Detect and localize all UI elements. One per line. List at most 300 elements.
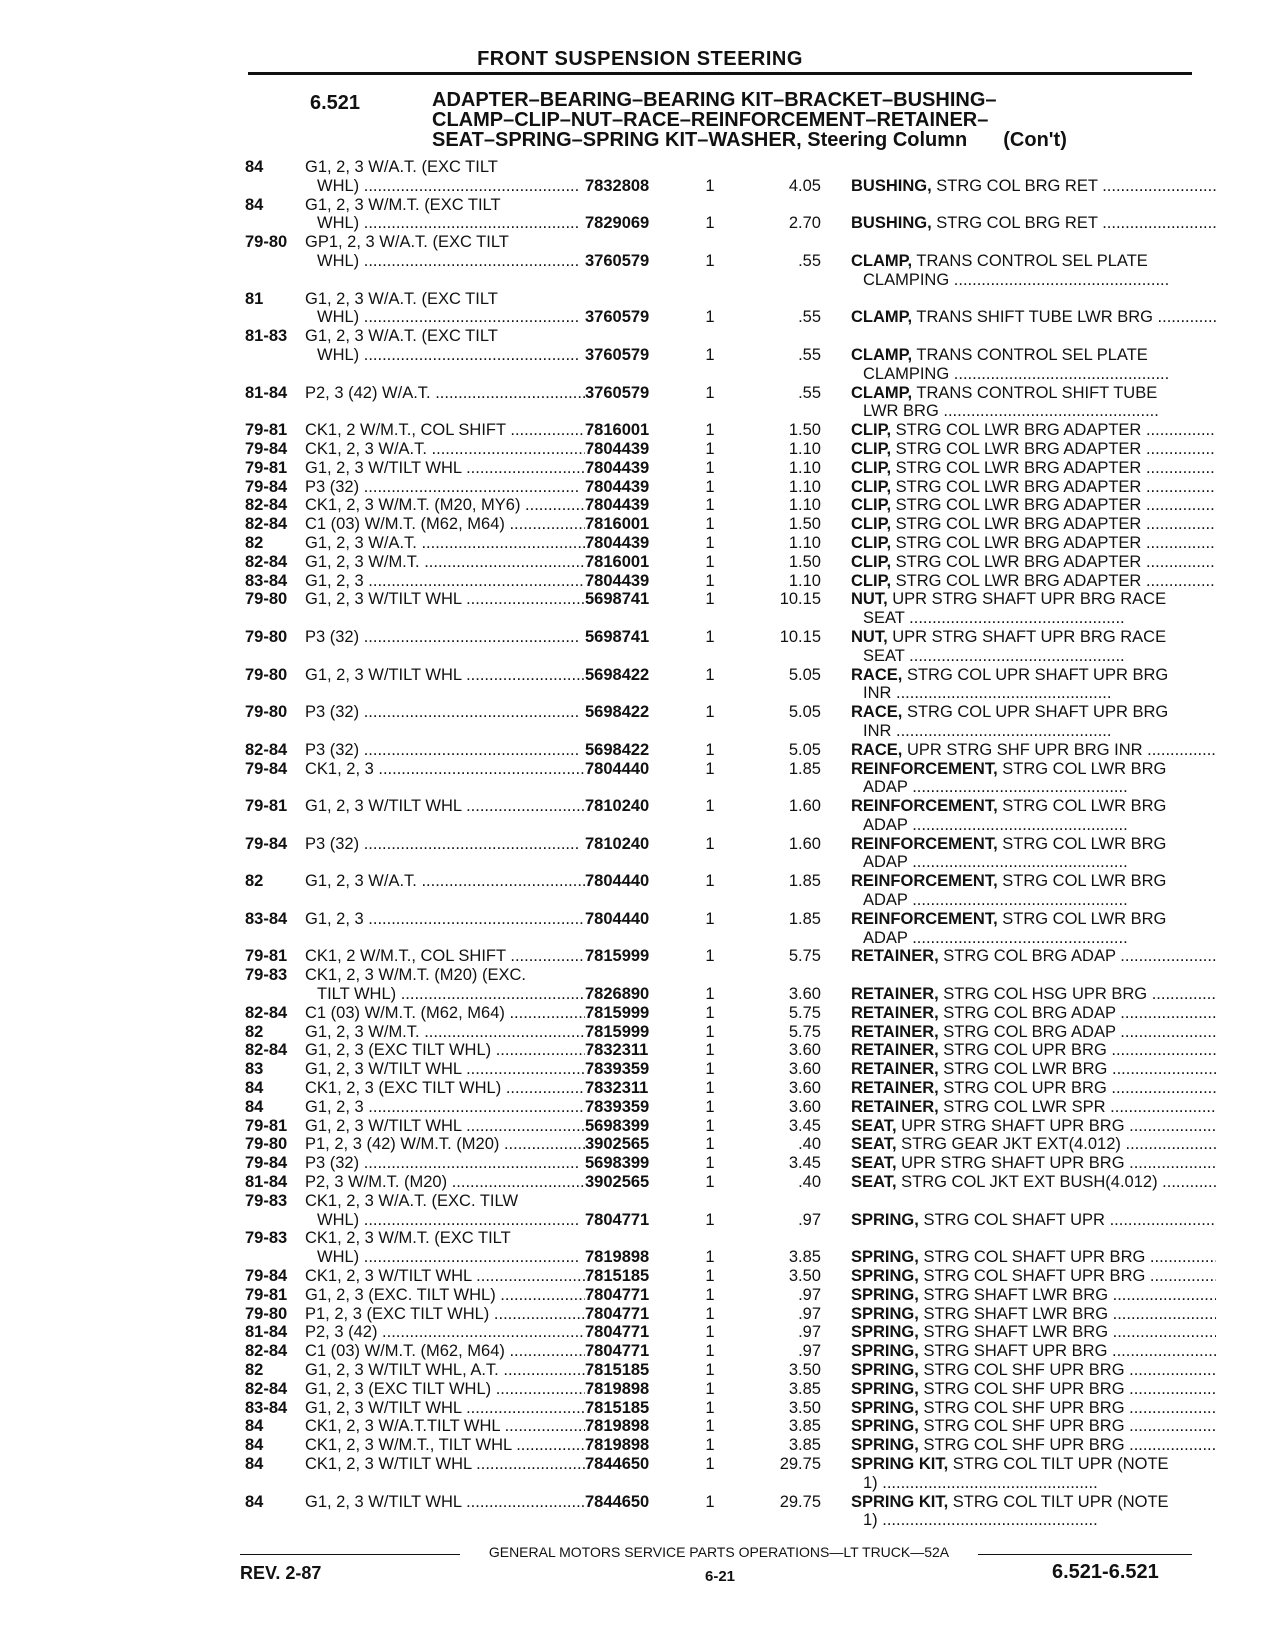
year-range: 79-80 — [245, 627, 288, 646]
part-name: SPRING, — [851, 1304, 919, 1323]
quantity: 1 — [705, 1342, 715, 1361]
year-range: 79-81 — [245, 458, 288, 477]
part-description: STRG SHAFT UPR BRG — [923, 1342, 1108, 1361]
year-range: 82 — [245, 872, 264, 891]
quantity: 1 — [705, 872, 715, 891]
quantity: 1 — [705, 985, 715, 1004]
application — [305, 440, 585, 459]
application-text: CK1, 2, 3 (EXC TILT WHL) ..... — [305, 1079, 585, 1098]
part-number: 7815999 — [585, 1022, 650, 1041]
description — [851, 741, 1216, 760]
application — [305, 872, 585, 910]
quantity: 1 — [705, 627, 715, 646]
part-name: RETAINER, — [851, 985, 939, 1004]
quantity: 1 — [705, 1060, 715, 1079]
quantity: 1 — [705, 1041, 715, 1060]
quantity: 1 — [705, 1361, 715, 1379]
year-range: 84 — [245, 1436, 264, 1455]
price: 3.50 — [788, 1398, 821, 1417]
table-row — [0, 703, 1280, 741]
price: 3.60 — [788, 1041, 821, 1060]
part-description: ADAP ..... — [851, 853, 1216, 872]
part-name: RETAINER, — [851, 1060, 939, 1079]
description — [851, 1267, 1216, 1286]
part-name: RETAINER, — [851, 1079, 939, 1098]
description — [851, 666, 1216, 704]
footer-rule — [978, 1554, 1192, 1555]
description — [851, 534, 1216, 553]
part-name: NUT, — [851, 590, 888, 609]
part-name: SPRING, — [851, 1267, 919, 1286]
year-range: 83-84 — [245, 1398, 288, 1417]
quantity: 1 — [705, 1285, 715, 1304]
description — [851, 1154, 1216, 1173]
part-description: SEAT ..... — [851, 609, 1216, 628]
year-range: 84 — [245, 195, 264, 214]
quantity: 1 — [705, 834, 715, 853]
part-description: STRG COL BRG ADAP — [943, 1022, 1116, 1041]
year-range: 82 — [245, 533, 264, 552]
part-name: CLIP, — [851, 477, 892, 496]
table-row — [0, 1154, 1280, 1173]
application-text: CK1, 2, 3 W/TILT WHL ..... — [305, 1267, 585, 1286]
part-number: 7819898 — [585, 1436, 650, 1455]
part-description: STRG SHAFT LWR BRG — [923, 1285, 1109, 1304]
application-text: CK1, 2, 3 W/TILT WHL ..... — [305, 1455, 585, 1474]
price: 3.60 — [788, 1079, 821, 1098]
price: 3.45 — [788, 1116, 821, 1135]
part-description: STRG COL LWR BRG ADAPTER — [895, 571, 1142, 590]
application-text: P2, 3 W/M.T. (M20) ..... — [305, 1173, 585, 1192]
part-description: STRG COL SHAFT UPR BRG — [923, 1248, 1146, 1267]
description — [851, 327, 1216, 383]
part-name: SPRING, — [851, 1285, 919, 1304]
price: .55 — [798, 345, 821, 364]
year-range: 79-84 — [245, 759, 288, 778]
price: 4.05 — [788, 176, 821, 195]
quantity: 1 — [705, 740, 715, 759]
part-name: RACE, — [851, 740, 903, 759]
description — [851, 797, 1216, 835]
part-number: 3760579 — [585, 345, 650, 364]
part-description: STRG COL LWR SPR — [943, 1097, 1106, 1116]
price: 3.85 — [788, 1248, 821, 1267]
part-name: RETAINER, — [851, 1097, 939, 1116]
part-description: STRG COL UPR SHAFT UPR BRG — [906, 665, 1169, 684]
part-description: STRG COL LWR BRG — [1002, 759, 1167, 778]
table-row — [0, 515, 1280, 534]
quantity: 1 — [705, 383, 715, 402]
part-number: 5698741 — [585, 590, 650, 609]
description — [851, 572, 1216, 591]
table-row — [0, 196, 1280, 234]
table-row — [0, 760, 1280, 798]
table-row — [0, 158, 1280, 196]
application-text: CK1, 2, 3 W/A.T.TILT WHL ..... — [305, 1417, 585, 1436]
application — [305, 966, 585, 1004]
table-row — [0, 1041, 1280, 1060]
table-row — [0, 797, 1280, 835]
application-text: G1, 2, 3 ..... — [305, 572, 585, 591]
application-text: P3 (32) ..... — [305, 1154, 585, 1173]
price: 3.85 — [788, 1417, 821, 1436]
part-number: 7804439 — [585, 533, 650, 552]
application — [305, 1023, 585, 1042]
description — [851, 1135, 1216, 1154]
part-name: BUSHING, — [851, 176, 932, 195]
application-text: CK1, 2, 3 W/M.T. (EXC TILT — [305, 1229, 511, 1248]
part-description: STRG COL LWR BRG ADAPTER — [895, 477, 1142, 496]
application-text: P3 (32) ..... — [305, 741, 585, 760]
table-row — [0, 1342, 1280, 1361]
part-description: UPR STRG SHAFT UPR BRG — [901, 1116, 1125, 1135]
description — [851, 1079, 1216, 1098]
quantity: 1 — [705, 590, 715, 609]
description — [851, 1436, 1216, 1455]
description — [851, 1323, 1216, 1342]
table-row — [0, 534, 1280, 553]
continued-label: (Con't) — [1003, 129, 1067, 151]
quantity: 1 — [705, 759, 715, 778]
application-text: G1, 2, 3 ..... — [305, 1098, 585, 1117]
application-text: G1, 2, 3 W/A.T. ..... — [305, 872, 585, 891]
application — [305, 835, 585, 873]
application — [305, 1305, 585, 1324]
table-row — [0, 1305, 1280, 1324]
quantity: 1 — [705, 1492, 715, 1511]
description — [851, 1004, 1216, 1023]
quantity: 1 — [705, 1304, 715, 1323]
application — [305, 572, 585, 591]
year-range: 79-80 — [245, 590, 288, 609]
application-text: WHL) ..... — [305, 308, 585, 327]
price: 5.05 — [788, 665, 821, 684]
application — [305, 421, 585, 440]
table-row — [0, 421, 1280, 440]
application — [305, 1154, 585, 1173]
quantity: 1 — [705, 797, 715, 816]
application-text: G1, 2, 3 W/TILT WHL ..... — [305, 459, 585, 478]
application-text: CK1, 2, 3 W/M.T. (M20, MY6) ..... — [305, 496, 585, 515]
quantity: 1 — [705, 1323, 715, 1342]
quantity: 1 — [705, 1173, 715, 1192]
application — [305, 590, 585, 628]
heading-line: SEAT–SPRING–SPRING KIT–WASHER, Steering Column (Con't) — [432, 129, 1067, 151]
part-description: STRG COL LWR BRG — [1002, 909, 1167, 928]
quantity: 1 — [705, 909, 715, 928]
part-description: STRG COL LWR BRG — [943, 1060, 1108, 1079]
part-name: REINFORCEMENT, — [851, 834, 998, 853]
year-range: 79-80 — [245, 1304, 288, 1323]
year-range: 79-83 — [245, 966, 288, 985]
part-description: UPR STRG SHF UPR BRG INR — [906, 740, 1143, 759]
year-range: 79-84 — [245, 834, 288, 853]
price: 1.50 — [788, 515, 821, 534]
table-row — [0, 666, 1280, 704]
part-number: 5698399 — [585, 1154, 650, 1173]
application-text: P1, 2, 3 (EXC TILT WHL) ..... — [305, 1305, 585, 1324]
application — [305, 1286, 585, 1305]
page-number: 6-21 — [704, 1568, 736, 1585]
price: 3.60 — [788, 1060, 821, 1079]
part-description: STRG COL UPR BRG — [943, 1079, 1107, 1098]
part-number: 7810240 — [585, 797, 650, 816]
part-name: BUSHING, — [851, 214, 932, 233]
description — [851, 1380, 1216, 1399]
part-number: 7804439 — [585, 571, 650, 590]
application-text: CK1, 2 W/M.T., COL SHIFT ..... — [305, 421, 585, 440]
application-text: G1, 2, 3 W/M.T. ..... — [305, 553, 585, 572]
quantity: 1 — [705, 552, 715, 571]
application — [305, 496, 585, 515]
quantity: 1 — [705, 439, 715, 458]
part-name: SEAT, — [851, 1116, 897, 1135]
description — [851, 910, 1216, 948]
price: 1.10 — [788, 496, 821, 515]
table-row — [0, 1135, 1280, 1154]
part-number: 7844650 — [585, 1492, 650, 1511]
quantity: 1 — [705, 1248, 715, 1267]
description — [851, 233, 1216, 289]
part-number: 7839359 — [585, 1097, 650, 1116]
year-range: 84 — [245, 1079, 264, 1098]
description — [851, 1192, 1216, 1230]
quantity: 1 — [705, 1022, 715, 1041]
description — [851, 1041, 1216, 1060]
heading-line: ADAPTER–BEARING–BEARING KIT–BRACKET–BUSHING– — [432, 89, 997, 111]
application-text: G1, 2, 3 W/A.T. ..... — [305, 534, 585, 553]
application — [305, 290, 585, 328]
year-range: 82-84 — [245, 1379, 288, 1398]
year-range: 82 — [245, 1022, 264, 1041]
application-text: G1, 2, 3 W/TILT WHL ..... — [305, 1060, 585, 1079]
part-name: SPRING, — [851, 1436, 919, 1455]
price: 29.75 — [779, 1454, 821, 1473]
application-text: CK1, 2, 3 ..... — [305, 760, 585, 779]
quantity: 1 — [705, 421, 715, 440]
application — [305, 1417, 585, 1436]
part-number: 5698399 — [585, 1116, 650, 1135]
year-range: 82-84 — [245, 496, 288, 515]
price: .97 — [798, 1285, 821, 1304]
application — [305, 1098, 585, 1117]
price: 3.50 — [788, 1267, 821, 1286]
part-description: SEAT ..... — [851, 647, 1216, 666]
quantity: 1 — [705, 1135, 715, 1154]
application-text: CK1, 2, 3 W/A.T. ..... — [305, 440, 585, 459]
application — [305, 666, 585, 704]
application-text: G1, 2, 3 W/TILT WHL ..... — [305, 666, 585, 685]
table-row — [0, 1060, 1280, 1079]
application — [305, 1117, 585, 1136]
application — [305, 1079, 585, 1098]
table-row — [0, 966, 1280, 1004]
description — [851, 590, 1216, 628]
quantity: 1 — [705, 1210, 715, 1229]
part-name: RETAINER, — [851, 1003, 939, 1022]
application — [305, 1267, 585, 1286]
price: 29.75 — [779, 1492, 821, 1511]
part-number: 5698422 — [585, 703, 650, 722]
description — [851, 290, 1216, 328]
part-number: 7804439 — [585, 477, 650, 496]
table-row — [0, 1399, 1280, 1418]
table-row — [0, 233, 1280, 289]
part-name: CLIP, — [851, 458, 892, 477]
price: 3.85 — [788, 1379, 821, 1398]
table-row — [0, 1117, 1280, 1136]
application — [305, 196, 585, 234]
year-range: 79-81 — [245, 797, 288, 816]
part-name: SPRING, — [851, 1342, 919, 1361]
application-text: C1 (03) W/M.T. (M62, M64) ..... — [305, 1004, 585, 1023]
part-name: CLIP, — [851, 552, 892, 571]
part-number: 7819898 — [585, 1417, 650, 1436]
part-number: 7815999 — [585, 1003, 650, 1022]
application — [305, 1361, 585, 1380]
quantity: 1 — [705, 947, 715, 966]
part-description: CLAMPING ..... — [851, 365, 1216, 384]
part-number: 7804439 — [585, 439, 650, 458]
price: 5.05 — [788, 703, 821, 722]
application — [305, 1060, 585, 1079]
description — [851, 158, 1216, 196]
description — [851, 872, 1216, 910]
part-number: 7804771 — [585, 1323, 650, 1342]
year-range: 84 — [245, 1454, 264, 1473]
description — [851, 440, 1216, 459]
title-rule — [248, 72, 1192, 75]
description — [851, 1117, 1216, 1136]
year-range: 83-84 — [245, 571, 288, 590]
year-range: 79-84 — [245, 477, 288, 496]
year-range: 82-84 — [245, 1003, 288, 1022]
application-text: WHL) ..... — [305, 252, 585, 271]
year-range: 83 — [245, 1060, 264, 1079]
description — [851, 1173, 1216, 1192]
description — [851, 1229, 1216, 1267]
price: 10.15 — [779, 627, 821, 646]
year-range: 84 — [245, 1492, 264, 1511]
part-number: 7819898 — [585, 1379, 650, 1398]
price: 3.85 — [788, 1436, 821, 1455]
table-row — [0, 835, 1280, 873]
part-description: STRG COL SHAFT UPR BRG — [923, 1267, 1146, 1286]
table-row — [0, 1417, 1280, 1436]
part-number: 3902565 — [585, 1135, 650, 1154]
page-title: FRONT SUSPENSION STEERING — [477, 48, 803, 70]
table-row — [0, 1323, 1280, 1342]
part-description: TRANS CONTROL SEL PLATE — [916, 345, 1148, 364]
table-row — [0, 1286, 1280, 1305]
part-description: ADAP ..... — [851, 891, 1216, 910]
quantity: 1 — [705, 1116, 715, 1135]
year-range: 82-84 — [245, 552, 288, 571]
table-row — [0, 290, 1280, 328]
part-description: CLAMPING ..... — [851, 271, 1216, 290]
table-row — [0, 628, 1280, 666]
price: 1.50 — [788, 552, 821, 571]
part-number: 7804771 — [585, 1285, 650, 1304]
part-description: ADAP ..... — [851, 778, 1216, 797]
part-name: SEAT, — [851, 1173, 897, 1192]
part-name: CLIP, — [851, 421, 892, 440]
part-number: 7804440 — [585, 759, 650, 778]
year-range: 82 — [245, 1361, 264, 1379]
description — [851, 421, 1216, 440]
price: 10.15 — [779, 590, 821, 609]
description — [851, 1493, 1216, 1531]
part-description: STRG COL SHF UPR BRG — [923, 1361, 1125, 1379]
part-number: 3760579 — [585, 308, 650, 327]
part-number: 5698422 — [585, 740, 650, 759]
application — [305, 1455, 585, 1493]
price: 1.10 — [788, 477, 821, 496]
application-text: C1 (03) W/M.T. (M62, M64) ..... — [305, 1342, 585, 1361]
part-name: CLIP, — [851, 515, 892, 534]
table-row — [0, 1098, 1280, 1117]
year-range: 79-83 — [245, 1229, 288, 1248]
part-description: STRG COL HSG UPR BRG — [943, 985, 1148, 1004]
part-number: 7832808 — [585, 176, 650, 195]
part-description: UPR STRG SHAFT UPR BRG RACE — [892, 627, 1167, 646]
price: 5.75 — [788, 947, 821, 966]
table-row — [0, 327, 1280, 383]
application — [305, 1004, 585, 1023]
part-description: STRG COL SHF UPR BRG — [923, 1398, 1125, 1417]
quantity: 1 — [705, 1097, 715, 1116]
part-name: REINFORCEMENT, — [851, 797, 998, 816]
part-description: STRG COL LWR BRG — [1002, 872, 1167, 891]
year-range: 79-84 — [245, 1154, 288, 1173]
description — [851, 835, 1216, 873]
application-text: P3 (32) ..... — [305, 835, 585, 854]
part-description: INR ..... — [851, 684, 1216, 703]
part-description: STRG COL LWR BRG ADAPTER — [895, 421, 1142, 440]
price: 1.10 — [788, 458, 821, 477]
part-description: STRG COL LWR BRG ADAPTER — [895, 439, 1142, 458]
application — [305, 384, 585, 422]
part-number: 7844650 — [585, 1454, 650, 1473]
application-text: G1, 2, 3 W/TILT WHL ..... — [305, 1493, 585, 1512]
quantity: 1 — [705, 665, 715, 684]
table-row — [0, 1192, 1280, 1230]
year-range: 79-80 — [245, 1135, 288, 1154]
part-name: REINFORCEMENT, — [851, 759, 998, 778]
part-description: INR ..... — [851, 722, 1216, 741]
description — [851, 703, 1216, 741]
price: 3.45 — [788, 1154, 821, 1173]
table-row — [0, 459, 1280, 478]
part-number: 7832311 — [585, 1041, 649, 1060]
application-text: G1, 2, 3 W/A.T. (EXC TILT — [305, 327, 498, 346]
year-range: 81-84 — [245, 1173, 288, 1192]
price: 1.10 — [788, 533, 821, 552]
part-description: 1) ..... — [851, 1511, 1216, 1530]
quantity: 1 — [705, 1154, 715, 1173]
application — [305, 1493, 585, 1531]
quantity: 1 — [705, 1436, 715, 1455]
part-name: SPRING, — [851, 1323, 919, 1342]
part-name: NUT, — [851, 627, 888, 646]
revision-label: REV. 2-87 — [240, 1563, 322, 1583]
table-row — [0, 478, 1280, 497]
part-description: TRANS CONTROL SHIFT TUBE — [916, 383, 1158, 402]
part-description: STRG COL SHAFT UPR — [923, 1210, 1105, 1229]
application-text: G1, 2, 3 ..... — [305, 910, 585, 929]
application-text: WHL) ..... — [305, 177, 585, 196]
application — [305, 1192, 585, 1230]
